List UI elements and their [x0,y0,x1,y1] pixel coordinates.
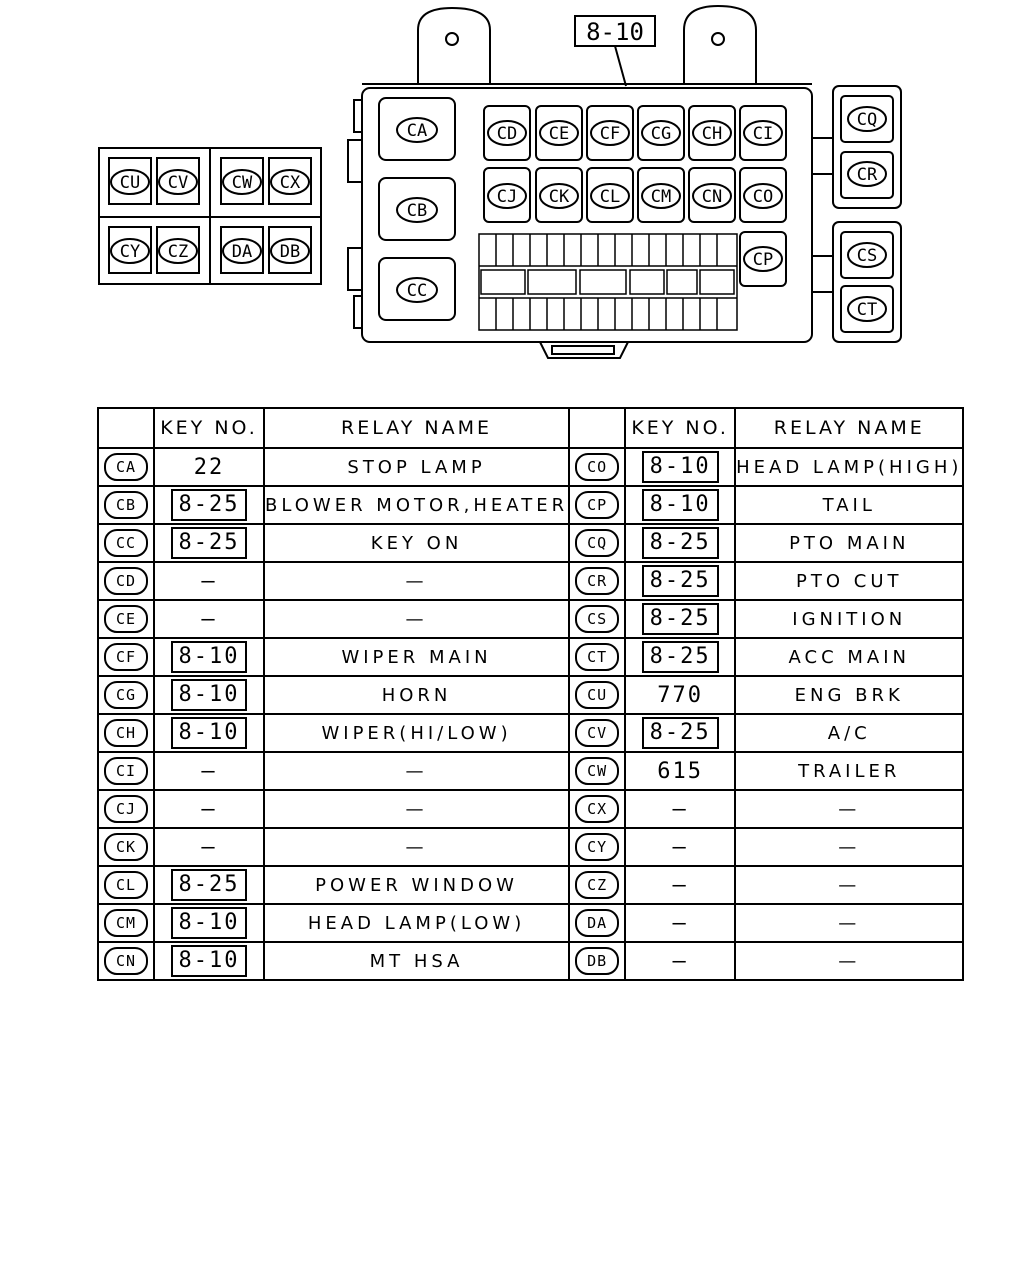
key-number: 8-25 [171,489,248,521]
svg-text:DB: DB [279,242,301,262]
key-number-cell [625,600,735,638]
relay-label-cw [223,170,261,194]
relay-name: — [838,837,861,858]
relay-name: TRAILER [798,761,901,782]
relay-name: POWER WINDOW [315,875,518,896]
key-number: — [201,758,217,784]
relay-name-cell [264,942,569,980]
relay-id-cell [98,448,154,486]
svg-text:CG: CG [650,124,672,144]
table-row [98,524,963,562]
relay-name-cell [264,524,569,562]
svg-text:CR: CR [856,165,878,185]
table-header-row [98,408,963,448]
key-number-cell [154,448,264,486]
relay-name: HEAD LAMP(LOW) [307,913,526,934]
key-number: 770 [657,682,703,708]
relay-table [97,407,964,981]
relay-id-cell [569,714,625,752]
relay-id-cell [98,828,154,866]
key-number: 8-25 [642,565,719,597]
key-number-cell [625,752,735,790]
key-number: 8-25 [642,717,719,749]
svg-text:CC: CC [406,281,428,301]
table-row [98,600,963,638]
relay-id-badge: CD [104,567,148,595]
relay-name-cell [735,600,963,638]
relay-name-cell [264,486,569,524]
relay-id-badge: CK [104,833,148,861]
key-number: — [672,796,688,822]
key-number-cell [154,866,264,904]
relay-id-badge: CL [104,871,148,899]
relay-name: — [838,799,861,820]
relay-label-cf [591,121,629,145]
relay-name-cell [264,676,569,714]
relay-name-cell [264,752,569,790]
table-row [98,562,963,600]
callout-label: 8-10 [586,18,644,46]
relay-label-cs [848,243,886,267]
relay-label-cd [488,121,526,145]
relay-label-co [744,184,782,208]
relay-label-ck [540,184,578,208]
relay-name-cell [735,866,963,904]
key-number: 8-10 [642,489,719,521]
relay-id-cell [98,942,154,980]
key-number: 8-10 [171,641,248,673]
svg-text:CJ: CJ [496,187,518,207]
key-number-cell [625,676,735,714]
relay-name-cell [264,828,569,866]
relay-id-badge: CC [104,529,148,557]
key-number-cell [154,638,264,676]
relay-name: PTO MAIN [789,533,910,554]
table-row [98,486,963,524]
relay-label-cj [488,184,526,208]
relay-name: PTO CUT [796,571,903,592]
relay-id-badge: DB [575,947,619,975]
header-key-right: KEY NO. [625,408,735,448]
relay-name-cell [735,448,963,486]
relay-name-cell [735,904,963,942]
key-number: 8-25 [642,527,719,559]
key-number-cell [154,904,264,942]
relay-name: — [838,875,861,896]
key-number: — [672,910,688,936]
relay-name: STOP LAMP [347,457,486,478]
key-number: — [672,948,688,974]
key-number: 8-25 [642,641,719,673]
relay-id-badge: CQ [575,529,619,557]
relay-label-cr [848,162,886,186]
header-relay-name-left: RELAY NAME [264,408,569,448]
svg-text:CT: CT [856,300,878,320]
relay-label-da [223,239,261,263]
svg-text:CE: CE [548,124,570,144]
relay-name-cell [264,866,569,904]
relay-name-cell [264,562,569,600]
key-number: 8-10 [642,451,719,483]
relay-label-cv [159,170,197,194]
relay-label-cp [744,247,782,271]
relay-box-diagram [0,0,1024,380]
svg-text:CA: CA [406,121,428,141]
relay-id-badge: CA [104,453,148,481]
key-number-cell [625,714,735,752]
relay-name: — [405,837,428,858]
relay-id-cell [569,828,625,866]
relay-label-cg [642,121,680,145]
relay-id-cell [569,562,625,600]
relay-labels [111,107,886,321]
svg-text:CM: CM [650,187,672,207]
key-number-cell [154,562,264,600]
relay-name: HEAD LAMP(HIGH) [736,457,963,478]
key-number-cell [625,524,735,562]
key-number-cell [154,828,264,866]
key-number: — [201,568,217,594]
relay-id-cell [569,486,625,524]
svg-text:CK: CK [548,187,570,207]
table-row [98,866,963,904]
header-key-left: KEY NO. [154,408,264,448]
relay-label-cu [111,170,149,194]
relay-name: — [405,761,428,782]
svg-text:CL: CL [599,187,621,207]
relay-name-cell [264,448,569,486]
relay-name-cell [735,828,963,866]
relay-id-badge: CU [575,681,619,709]
key-number-cell [154,942,264,980]
relay-label-db [271,239,309,263]
key-number: 8-25 [642,603,719,635]
relay-id-badge: CY [575,833,619,861]
svg-text:CQ: CQ [856,110,878,130]
key-number-cell [154,600,264,638]
relay-id-badge: CB [104,491,148,519]
relay-label-cx [271,170,309,194]
key-number-cell [154,752,264,790]
relay-id-badge: CZ [575,871,619,899]
relay-name-cell [735,562,963,600]
relay-id-badge: CV [575,719,619,747]
relay-id-cell [98,904,154,942]
relay-name-cell [264,638,569,676]
relay-id-cell [569,524,625,562]
relay-id-badge: CR [575,567,619,595]
relay-id-badge: CN [104,947,148,975]
relay-id-cell [98,866,154,904]
relay-id-cell [569,600,625,638]
relay-id-badge: CP [575,491,619,519]
relay-id-badge: CE [104,605,148,633]
relay-id-cell [98,562,154,600]
svg-text:CF: CF [599,124,621,144]
relay-name: WIPER MAIN [341,647,492,668]
relay-id-badge: CT [575,643,619,671]
key-number: 22 [193,454,225,480]
svg-text:CI: CI [752,124,774,144]
relay-name-cell [735,790,963,828]
table-row [98,790,963,828]
table-row [98,448,963,486]
relay-id-cell [569,790,625,828]
svg-text:CH: CH [701,124,723,144]
svg-text:CN: CN [701,187,723,207]
svg-text:CD: CD [496,124,518,144]
relay-id-badge: CH [104,719,148,747]
key-number-cell [625,904,735,942]
relay-name: — [405,571,428,592]
svg-text:CW: CW [231,173,253,193]
relay-label-cn [693,184,731,208]
relay-id-cell [98,524,154,562]
key-number-cell [154,486,264,524]
relay-name-cell [735,638,963,676]
relay-name: — [838,913,861,934]
relay-label-cz [159,239,197,263]
relay-name-cell [264,714,569,752]
relay-label-cl [591,184,629,208]
relay-label-ch [693,121,731,145]
relay-name: — [405,609,428,630]
relay-id-cell [569,448,625,486]
relay-name: IGNITION [792,609,907,630]
relay-id-badge: CI [104,757,148,785]
relay-id-badge: CG [104,681,148,709]
header-blank-right [569,408,625,448]
svg-text:CU: CU [119,173,141,193]
relay-name: WIPER(HI/LOW) [321,723,512,744]
key-number-cell [625,562,735,600]
svg-text:CS: CS [856,246,878,266]
svg-text:DA: DA [231,242,253,262]
relay-id-cell [569,676,625,714]
relay-name: — [405,799,428,820]
relay-name-cell [735,524,963,562]
key-number-cell [154,524,264,562]
key-number: — [201,834,217,860]
svg-text:CB: CB [406,201,428,221]
key-number-cell [625,638,735,676]
key-number: 615 [657,758,703,784]
relay-id-badge: DA [575,909,619,937]
relay-label-ci [744,121,782,145]
key-number-cell [154,676,264,714]
relay-name: HORN [381,685,452,706]
key-number: 8-25 [171,869,248,901]
relay-label-ct [848,297,886,321]
key-number: 8-25 [171,527,248,559]
table-row [98,714,963,752]
key-number: 8-10 [171,717,248,749]
relay-name-cell [735,714,963,752]
svg-text:CZ: CZ [167,242,189,262]
key-number-cell [625,942,735,980]
key-number: 8-10 [171,907,248,939]
svg-text:CO: CO [752,187,774,207]
relay-id-cell [98,752,154,790]
key-number: — [672,834,688,860]
callout-key-box [575,16,655,86]
relay-id-cell [569,866,625,904]
relay-id-badge: CM [104,909,148,937]
svg-text:CY: CY [119,242,141,262]
relay-id-cell [98,638,154,676]
relay-name: BLOWER MOTOR,HEATER [265,495,569,516]
key-number: 8-10 [171,945,248,977]
relay-id-cell [98,790,154,828]
key-number-cell [154,714,264,752]
table-row [98,828,963,866]
key-number-cell [625,866,735,904]
relay-name-cell [264,790,569,828]
key-number: — [201,796,217,822]
relay-id-badge: CS [575,605,619,633]
relay-label-cq [848,107,886,131]
header-blank-left [98,408,154,448]
relay-id-badge: CF [104,643,148,671]
relay-name: ACC MAIN [788,647,910,668]
key-number-cell [625,790,735,828]
relay-name-cell [735,942,963,980]
relay-name-cell [735,486,963,524]
relay-id-cell [569,638,625,676]
relay-id-cell [98,676,154,714]
key-number: — [201,606,217,632]
table-row [98,676,963,714]
relay-id-badge: CX [575,795,619,823]
relay-label-ce [540,121,578,145]
relay-name: KEY ON [370,533,463,554]
table-row [98,942,963,980]
relay-name: ENG BRK [794,685,904,706]
fuse-block [479,234,737,330]
relay-id-badge: CJ [104,795,148,823]
key-number: 8-10 [171,679,248,711]
relay-id-badge: CO [575,453,619,481]
relay-label-ca [397,118,437,142]
relay-id-cell [569,752,625,790]
key-number-cell [625,486,735,524]
relay-id-cell [98,600,154,638]
relay-id-badge: CW [575,757,619,785]
relay-label-cm [642,184,680,208]
relay-name-cell [264,600,569,638]
table-row [98,638,963,676]
relay-id-cell [569,942,625,980]
table-row [98,752,963,790]
relay-id-cell [569,904,625,942]
header-relay-name-right: RELAY NAME [735,408,963,448]
main-relay-box [348,6,812,358]
relay-name: A/C [827,723,871,744]
relay-label-cb [397,198,437,222]
key-number: — [672,872,688,898]
svg-text:CV: CV [167,173,189,193]
relay-label-cc [397,278,437,302]
relay-name-cell [735,752,963,790]
table-row [98,904,963,942]
relay-label-cy [111,239,149,263]
relay-name-cell [264,904,569,942]
key-number-cell [154,790,264,828]
relay-name-cell [735,676,963,714]
key-number-cell [625,828,735,866]
relay-name: TAIL [822,495,876,516]
svg-text:CX: CX [279,173,301,193]
relay-id-cell [98,486,154,524]
key-number-cell [625,448,735,486]
relay-name: — [838,951,861,972]
svg-text:CP: CP [752,250,774,270]
relay-name: MT HSA [369,951,464,972]
relay-id-cell [98,714,154,752]
